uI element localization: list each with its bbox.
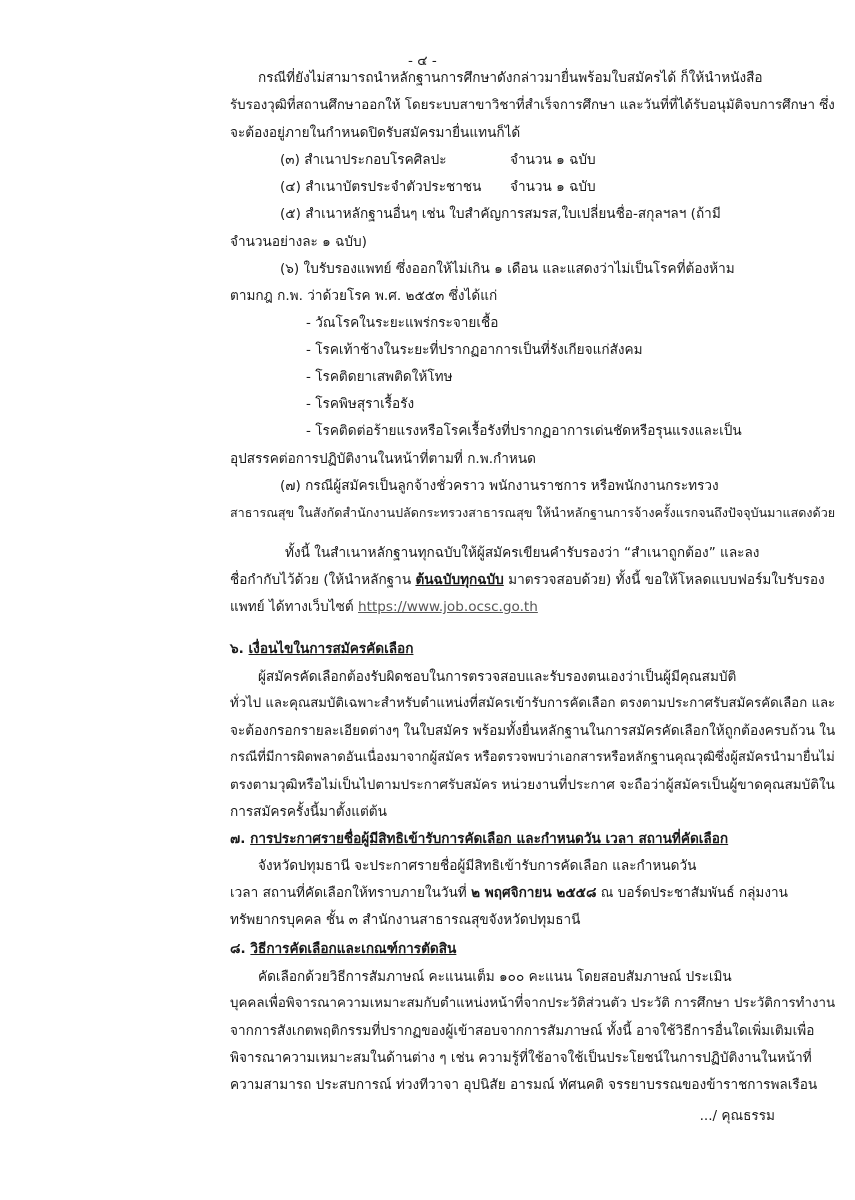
section-8-number: ๘. [230,941,246,957]
section-7-heading [230,830,728,848]
section-6-line: ทั่วไป และคุณสมบัติเฉพาะสำหรับตำแหน่งที่สมัครเข้ารับการคัดเลือก ตรงตามประกาศรับสมัครคัดเลือก และ [230,696,836,711]
section-6-line: การสมัครครั้งนี้มาตั้งแต่ต้น [230,804,387,820]
disease-item: - โรคพิษสุราเรื้อรัง [306,396,415,412]
section-8-title: วิธีการคัดเลือกและเกณฑ์การตัดสิน [250,941,457,957]
certify-text: มาตรวจสอบด้วย) ทั้งนี้ ขอให้โหลดแบบฟอร์มใบรับรอง [503,572,825,588]
section-7-title: การประกาศรายชื่อผู้มีสิทธิเข้ารับการคัดเลือก และกำหนดวัน เวลา สถานที่คัดเลือก [250,831,729,847]
intro-line: กรณีที่ยังไม่สามารถนำหลักฐานการศึกษาดังกล่าวมายื่นพร้อมใบสมัครได้ ก็ให้นำหนังสือ [258,70,763,86]
intro-line: รับรองวุฒิที่สถานศึกษาออกให้ โดยระบบสาขาวิชาที่สำเร็จการศึกษา และวันที่ที่ได้รับอนุมัติจบการศึกษา ซึ่ง [230,98,835,113]
certify-line [230,571,825,589]
certify-text: ชื่อกำกับไว้ด้วย (ให้นำหลักฐาน [230,572,416,588]
section-6-line: ผู้สมัครคัดเลือกต้องรับผิดชอบในการตรวจสอบและรับรองตนเองว่าเป็นผู้มีคุณสมบัติ [258,669,737,685]
section-6-line: กรณีที่มีการผิดพลาดอันเนื่องมาจากผู้สมัคร หรือตรวจพบว่าเอกสารหรือหลักฐานคุณวุฒิซึ่งผู้สมัครนำมายื่นไม่ [230,750,835,765]
disease-item: - โรคติดต่อร้ายแรงหรือโรคเรื้อรังที่ปรากฏอาการเด่นชัดหรือรุนแรงและเป็น [306,423,742,439]
doc-item-5: (๕) สำเนาหลักฐานอื่นๆ เช่น ใบสำคัญการสมรส,ใบเปลี่ยนชื่อ-สกุลฯลฯ (ถ้ามี [280,206,721,222]
section-8-line: จากการสังเกตพฤติกรรมที่ปรากฏของผู้เข้าสอบจากการสัมภาษณ์ ทั้งนี้ อาจใช้วิธีการอื่นใดเพิ่มเติมเพื่อ [230,1023,815,1039]
intro-line: จะต้องอยู่ภายในกำหนดปิดรับสมัครมายื่นแทนก็ได้ [230,125,521,141]
disease-item: - โรคติดยาเสพติดให้โทษ [306,369,453,385]
section-7-line [230,884,788,902]
section-7-number: ๗. [230,831,246,847]
doc-item-4-label: (๔) สำเนาบัตรประจำตัวประชาชน [280,179,482,195]
section-8-line: คัดเลือกด้วยวิธีการสัมภาษณ์ คะแนนเต็ม ๑๐๐ คะแนน โดยสอบสัมภาษณ์ ประเมิน [258,969,732,985]
disease-item-cont: อุปสรรคต่อการปฏิบัติงานในหน้าที่ตามที่ ก.พ.กำหนด [230,451,536,467]
section-6-heading [230,640,413,658]
doc-item-5-cont: จำนวนอย่างละ ๑ ฉบับ) [230,234,367,250]
announcement-date: ๒ พฤศจิกายน ๒๕๕๘ [471,885,597,901]
section-6-title: เงื่อนไขในการสมัครคัดเลือก [248,641,414,657]
doc-item-4-qty: จำนวน ๑ ฉบับ [510,179,596,195]
certify-text: แพทย์ ได้ทางเว็บไซต์ [230,599,358,615]
page-number: - ๔ - [408,53,437,69]
section-7-line: ทรัพยากรบุคคล ชั้น ๓ สำนักงานสาธารณสุขจังหวัดปทุมธานี [230,912,581,928]
original-docs-emphasis: ต้นฉบับทุกฉบับ [415,572,504,588]
section-8-heading [230,940,456,958]
disease-item: - วัณโรคในระยะแพร่กระจายเชื้อ [306,315,499,331]
doc-item-3-qty: จำนวน ๑ ฉบับ [510,152,596,168]
disease-item: - โรคเท้าช้างในระยะที่ปรากฏอาการเป็นที่รังเกียจแก่สังคม [306,342,643,358]
section-8-line: บุคคลเพื่อพิจารณาความเหมาะสมกับตำแหน่งหน้าที่จากประวัติส่วนตัว ประวัติ การศึกษา ประวัติการทำงาน [230,996,836,1011]
doc-item-6-cont: ตามกฎ ก.พ. ว่าด้วยโรค พ.ศ. ๒๕๕๓ ซึ่งได้แก่ [230,288,498,304]
doc-item-7: (๗) กรณีผู้สมัครเป็นลูกจ้างชั่วคราว พนักงานราชการ หรือพนักงานกระทรวง [280,478,719,494]
section-7-text: เวลา สถานที่คัดเลือกให้ทราบภายในวันที่ [230,885,472,901]
ocsc-website-link[interactable]: https://www.job.ocsc.go.th [358,599,538,615]
section-7-text: ณ บอร์ดประชาสัมพันธ์ กลุ่มงาน [596,885,788,901]
certify-line: ทั้งนี้ ในสำเนาหลักฐานทุกฉบับให้ผู้สมัครเขียนคำรับรองว่า “สำเนาถูกต้อง” และลง [285,545,760,561]
section-8-line: พิจารณาความเหมาะสมในด้านต่าง ๆ เช่น ความรู้ที่ใช้อาจใช้เป็นประโยชน์ในการปฏิบัติงานในหน้าที่ [230,1050,812,1066]
certify-line [230,598,538,616]
section-6-number: ๖. [230,641,244,657]
section-6-line: ตรงตามวุฒิหรือไม่เป็นไปตามประกาศรับสมัคร หน่วยงานที่ประกาศ จะถือว่าผู้สมัครเป็นผู้ขาดคุณสมบัติใน [230,777,835,793]
doc-item-7-cont: สาธารณสุข ในสังกัดสำนักงานปลัดกระทรวงสาธารณสุข ให้นำหลักฐานการจ้างครั้งแรกจนถึงปัจจุบันมาแสดงด้วย [230,505,836,520]
doc-item-3-label: (๓) สำเนาประกอบโรคศิลปะ [280,152,447,168]
section-7-line: จังหวัดปทุมธานี จะประกาศรายชื่อผู้มีสิทธิเข้ารับการคัดเลือก และกำหนดวัน [258,858,697,874]
section-6-line: จะต้องกรอกรายละเอียดต่างๆ ในใบสมัคร พร้อมทั้งยื่นหลักฐานในการสมัครคัดเลือกให้ถูกต้องครบถ้วน ใน [230,723,836,739]
continued-next-page: .../ คุณธรรม [699,1108,775,1124]
doc-item-6: (๖) ใบรับรองแพทย์ ซึ่งออกให้ไม่เกิน ๑ เดือน และแสดงว่าไม่เป็นโรคที่ต้องห้าม [280,261,735,277]
section-8-line: ความสามารถ ประสบการณ์ ท่วงทีวาจา อุปนิสัย อารมณ์ ทัศนคติ จรรยาบรรณของข้าราชการพลเรือน [230,1077,818,1093]
